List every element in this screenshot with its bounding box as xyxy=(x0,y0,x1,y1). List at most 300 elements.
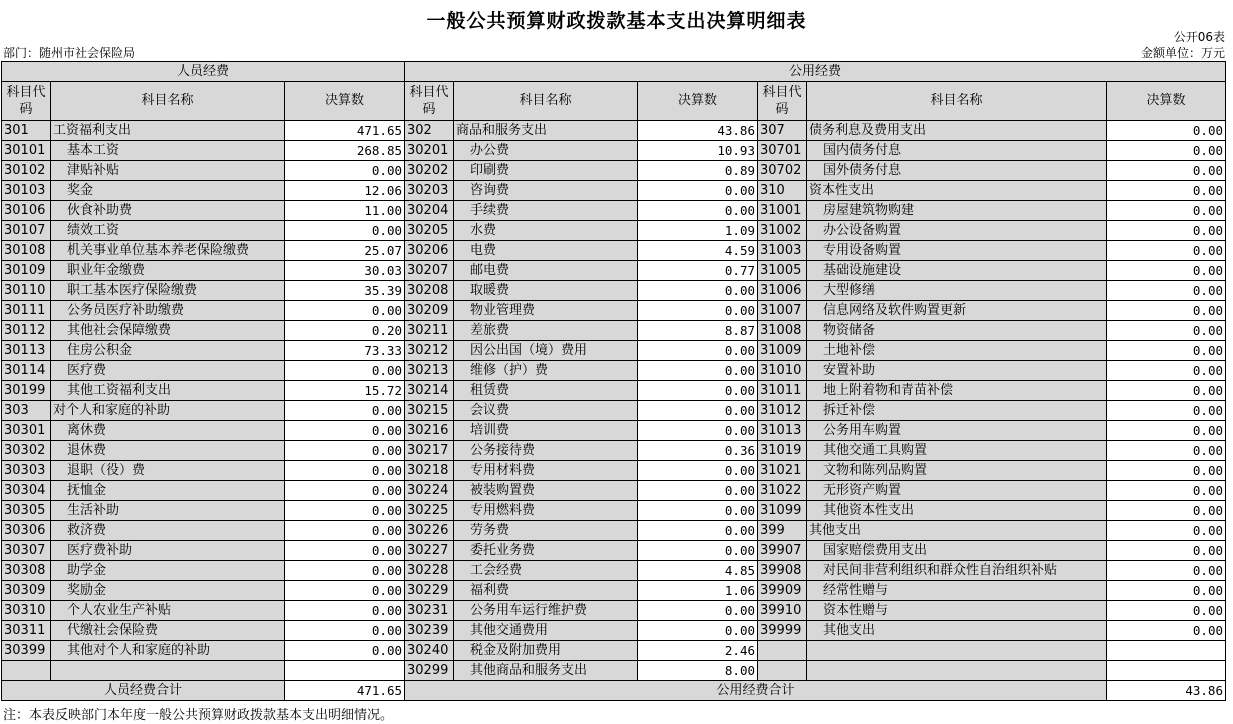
public-a-name-cell: 公务接待费 xyxy=(454,441,638,461)
public-b-name-cell: 国家赔偿费用支出 xyxy=(807,541,1107,561)
public-a-name-cell: 水费 xyxy=(454,221,638,241)
public-b-amount-cell: 0.00 xyxy=(1107,381,1226,401)
personnel-name-cell: 医疗费补助 xyxy=(51,541,285,561)
public-b-name-cell: 资本性赠与 xyxy=(807,601,1107,621)
personnel-code-cell: 30107 xyxy=(2,221,51,241)
public-b-name-cell: 基础设施建设 xyxy=(807,261,1107,281)
public-a-code-cell: 302 xyxy=(405,121,454,141)
public-b-amount-cell: 0.00 xyxy=(1107,501,1226,521)
public-b-code-cell: 31003 xyxy=(758,241,807,261)
personnel-code-cell: 30307 xyxy=(2,541,51,561)
public-a-amount-cell: 0.00 xyxy=(638,521,758,541)
public-b-amount-cell: 0.00 xyxy=(1107,241,1226,261)
public-a-amount-cell: 0.00 xyxy=(638,541,758,561)
public-a-amount-cell: 0.00 xyxy=(638,401,758,421)
personnel-name-cell xyxy=(51,661,285,681)
personnel-code-cell: 30108 xyxy=(2,241,51,261)
public-a-amount-cell: 0.00 xyxy=(638,381,758,401)
public-b-code-cell: 31002 xyxy=(758,221,807,241)
personnel-amount-cell: 11.00 xyxy=(285,201,405,221)
form-number: 公开06表 xyxy=(1173,30,1225,44)
public-a-amount-cell: 0.00 xyxy=(638,181,758,201)
public-a-code-cell: 30215 xyxy=(405,401,454,421)
public-a-name-cell: 工会经费 xyxy=(454,561,638,581)
public-a-code-cell: 30299 xyxy=(405,661,454,681)
public-a-code-cell: 30206 xyxy=(405,241,454,261)
public-a-amount-cell: 1.06 xyxy=(638,581,758,601)
public-b-code-cell: 31008 xyxy=(758,321,807,341)
personnel-name-cell: 抚恤金 xyxy=(51,481,285,501)
public-a-code-cell: 30214 xyxy=(405,381,454,401)
public-a-name-cell: 劳务费 xyxy=(454,521,638,541)
public-a-code-cell: 30224 xyxy=(405,481,454,501)
personnel-name-cell: 代缴社会保险费 xyxy=(51,621,285,641)
public-b-amount-cell: 0.00 xyxy=(1107,401,1226,421)
public-b-amount-cell: 0.00 xyxy=(1107,601,1226,621)
personnel-code-cell: 30303 xyxy=(2,461,51,481)
public-b-code-cell: 39907 xyxy=(758,541,807,561)
table-row xyxy=(2,381,1226,401)
public-b-code-cell: 310 xyxy=(758,181,807,201)
public-b-name-cell: 其他交通工具购置 xyxy=(807,441,1107,461)
public-a-name-cell: 会议费 xyxy=(454,401,638,421)
personnel-code-cell: 30110 xyxy=(2,281,51,301)
table-row xyxy=(2,401,1226,421)
unit-label: 金额单位：万元 xyxy=(1140,46,1225,60)
public-a-code-cell: 30217 xyxy=(405,441,454,461)
public-a-code-cell: 30207 xyxy=(405,261,454,281)
public-b-name-cell: 文物和陈列品购置 xyxy=(807,461,1107,481)
personnel-code-cell xyxy=(2,661,51,681)
public-a-name-cell: 专用材料费 xyxy=(454,461,638,481)
public-a-name-cell: 办公费 xyxy=(454,141,638,161)
table-row xyxy=(2,301,1226,321)
personnel-amount-cell: 0.20 xyxy=(285,321,405,341)
public-b-name-cell: 债务利息及费用支出 xyxy=(807,121,1107,141)
personnel-name-cell: 公务员医疗补助缴费 xyxy=(51,301,285,321)
personnel-name-cell: 津贴补贴 xyxy=(51,161,285,181)
public-a-code-cell: 30211 xyxy=(405,321,454,341)
public-b-name-cell xyxy=(807,641,1107,661)
public-a-code-cell: 30212 xyxy=(405,341,454,361)
personnel-name-cell: 其他对个人和家庭的补助 xyxy=(51,641,285,661)
personnel-code-cell: 30306 xyxy=(2,521,51,541)
header-code: 科目代码 xyxy=(2,82,51,121)
public-b-name-cell: 土地补偿 xyxy=(807,341,1107,361)
personnel-amount-cell: 0.00 xyxy=(285,441,405,461)
public-total-amount: 43.86 xyxy=(1107,681,1226,701)
table-row xyxy=(2,241,1226,261)
public-a-amount-cell: 0.00 xyxy=(638,341,758,361)
table-row xyxy=(2,361,1226,381)
public-b-name-cell: 大型修缮 xyxy=(807,281,1107,301)
public-b-name-cell: 专用设备购置 xyxy=(807,241,1107,261)
header-name: 科目名称 xyxy=(807,82,1107,121)
personnel-code-cell: 30308 xyxy=(2,561,51,581)
table-row xyxy=(2,441,1226,461)
table-row xyxy=(2,181,1226,201)
personnel-name-cell: 其他工资福利支出 xyxy=(51,381,285,401)
table-row xyxy=(2,621,1226,641)
public-total-label: 公用经费合计 xyxy=(405,681,1107,701)
public-b-code-cell: 31001 xyxy=(758,201,807,221)
table-row xyxy=(2,121,1226,141)
public-b-name-cell: 拆迁补偿 xyxy=(807,401,1107,421)
personnel-name-cell: 基本工资 xyxy=(51,141,285,161)
header-amount: 决算数 xyxy=(1107,82,1226,121)
personnel-name-cell: 生活补助 xyxy=(51,501,285,521)
public-a-name-cell: 其他商品和服务支出 xyxy=(454,661,638,681)
personnel-amount-cell: 0.00 xyxy=(285,461,405,481)
totals-row xyxy=(2,681,1226,701)
personnel-amount-cell: 0.00 xyxy=(285,361,405,381)
public-b-name-cell: 信息网络及软件购置更新 xyxy=(807,301,1107,321)
public-a-amount-cell: 8.87 xyxy=(638,321,758,341)
table-row xyxy=(2,141,1226,161)
public-a-code-cell: 30201 xyxy=(405,141,454,161)
public-b-amount-cell: 0.00 xyxy=(1107,281,1226,301)
header-name: 科目名称 xyxy=(51,82,285,121)
public-b-code-cell: 31099 xyxy=(758,501,807,521)
public-b-name-cell: 经常性赠与 xyxy=(807,581,1107,601)
personnel-amount-cell: 25.07 xyxy=(285,241,405,261)
department-label: 部门：随州市社会保险局 xyxy=(3,46,136,60)
public-b-name-cell: 其他支出 xyxy=(807,521,1107,541)
personnel-amount-cell: 35.39 xyxy=(285,281,405,301)
personnel-amount-cell: 0.00 xyxy=(285,521,405,541)
public-b-name-cell: 国内债务付息 xyxy=(807,141,1107,161)
public-b-amount-cell: 0.00 xyxy=(1107,261,1226,281)
public-b-name-cell: 公务用车购置 xyxy=(807,421,1107,441)
public-b-code-cell: 39908 xyxy=(758,561,807,581)
public-b-amount-cell: 0.00 xyxy=(1107,321,1226,341)
public-a-code-cell: 30231 xyxy=(405,601,454,621)
personnel-code-cell: 30114 xyxy=(2,361,51,381)
public-b-name-cell: 物资储备 xyxy=(807,321,1107,341)
public-a-amount-cell: 0.00 xyxy=(638,361,758,381)
personnel-code-cell: 30109 xyxy=(2,261,51,281)
public-a-amount-cell: 4.85 xyxy=(638,561,758,581)
public-b-amount-cell: 0.00 xyxy=(1107,181,1226,201)
public-a-name-cell: 其他交通费用 xyxy=(454,621,638,641)
public-b-code-cell: 31009 xyxy=(758,341,807,361)
table-row xyxy=(2,321,1226,341)
public-b-code-cell: 30702 xyxy=(758,161,807,181)
public-b-name-cell xyxy=(807,661,1107,681)
personnel-name-cell: 机关事业单位基本养老保险缴费 xyxy=(51,241,285,261)
public-a-amount-cell: 0.77 xyxy=(638,261,758,281)
public-b-amount-cell: 0.00 xyxy=(1107,421,1226,441)
table-row xyxy=(2,561,1226,581)
header-amount: 决算数 xyxy=(638,82,758,121)
personnel-name-cell: 退职（役）费 xyxy=(51,461,285,481)
public-a-code-cell: 30203 xyxy=(405,181,454,201)
public-a-code-cell: 30227 xyxy=(405,541,454,561)
personnel-code-cell: 30112 xyxy=(2,321,51,341)
public-b-name-cell: 地上附着物和青苗补偿 xyxy=(807,381,1107,401)
public-a-name-cell: 商品和服务支出 xyxy=(454,121,638,141)
public-b-amount-cell: 0.00 xyxy=(1107,561,1226,581)
personnel-amount-cell: 0.00 xyxy=(285,221,405,241)
public-a-code-cell: 30202 xyxy=(405,161,454,181)
table-row xyxy=(2,581,1226,601)
public-b-code-cell: 31019 xyxy=(758,441,807,461)
public-a-amount-cell: 4.59 xyxy=(638,241,758,261)
public-b-amount-cell: 0.00 xyxy=(1107,621,1226,641)
personnel-amount-cell: 0.00 xyxy=(285,301,405,321)
public-b-name-cell: 安置补助 xyxy=(807,361,1107,381)
public-b-amount-cell: 0.00 xyxy=(1107,541,1226,561)
table-row xyxy=(2,521,1226,541)
personnel-code-cell: 30111 xyxy=(2,301,51,321)
header-name: 科目名称 xyxy=(454,82,638,121)
public-b-code-cell: 307 xyxy=(758,121,807,141)
table-row xyxy=(2,221,1226,241)
public-b-code-cell: 31011 xyxy=(758,381,807,401)
personnel-code-cell: 30304 xyxy=(2,481,51,501)
public-a-amount-cell: 0.00 xyxy=(638,461,758,481)
personnel-amount-cell: 12.06 xyxy=(285,181,405,201)
public-a-code-cell: 30240 xyxy=(405,641,454,661)
personnel-name-cell: 其他社会保障缴费 xyxy=(51,321,285,341)
personnel-name-cell: 对个人和家庭的补助 xyxy=(51,401,285,421)
table-row xyxy=(2,661,1226,681)
public-a-amount-cell: 0.00 xyxy=(638,601,758,621)
public-b-amount-cell: 0.00 xyxy=(1107,301,1226,321)
personnel-name-cell: 职业年金缴费 xyxy=(51,261,285,281)
personnel-amount-cell: 73.33 xyxy=(285,341,405,361)
public-b-amount-cell: 0.00 xyxy=(1107,361,1226,381)
personnel-total-amount: 471.65 xyxy=(285,681,405,701)
public-b-name-cell: 资本性支出 xyxy=(807,181,1107,201)
personnel-code-cell: 30399 xyxy=(2,641,51,661)
personnel-code-cell: 30113 xyxy=(2,341,51,361)
public-a-amount-cell: 0.00 xyxy=(638,301,758,321)
public-b-code-cell: 31010 xyxy=(758,361,807,381)
public-a-amount-cell: 0.00 xyxy=(638,501,758,521)
public-a-code-cell: 30213 xyxy=(405,361,454,381)
personnel-amount-cell: 30.03 xyxy=(285,261,405,281)
personnel-amount-cell: 268.85 xyxy=(285,141,405,161)
public-b-name-cell: 房屋建筑物购建 xyxy=(807,201,1107,221)
public-b-name-cell: 国外债务付息 xyxy=(807,161,1107,181)
personnel-total-label: 人员经费合计 xyxy=(2,681,285,701)
personnel-amount-cell: 0.00 xyxy=(285,481,405,501)
header-amount: 决算数 xyxy=(285,82,405,121)
public-a-name-cell: 印刷费 xyxy=(454,161,638,181)
public-a-code-cell: 30225 xyxy=(405,501,454,521)
public-a-amount-cell: 10.93 xyxy=(638,141,758,161)
public-b-amount-cell: 0.00 xyxy=(1107,161,1226,181)
public-b-code-cell: 31005 xyxy=(758,261,807,281)
public-b-amount-cell: 0.00 xyxy=(1107,141,1226,161)
table-row xyxy=(2,461,1226,481)
public-a-name-cell: 取暖费 xyxy=(454,281,638,301)
public-a-amount-cell: 0.89 xyxy=(638,161,758,181)
public-a-code-cell: 30204 xyxy=(405,201,454,221)
public-b-code-cell: 31021 xyxy=(758,461,807,481)
personnel-name-cell: 伙食补助费 xyxy=(51,201,285,221)
personnel-amount-cell: 471.65 xyxy=(285,121,405,141)
personnel-code-cell: 301 xyxy=(2,121,51,141)
personnel-amount-cell: 0.00 xyxy=(285,561,405,581)
public-b-code-cell: 39909 xyxy=(758,581,807,601)
public-a-name-cell: 专用燃料费 xyxy=(454,501,638,521)
personnel-amount-cell: 0.00 xyxy=(285,641,405,661)
table-row xyxy=(2,481,1226,501)
public-a-name-cell: 公务用车运行维护费 xyxy=(454,601,638,621)
table-row xyxy=(2,501,1226,521)
public-a-amount-cell: 1.09 xyxy=(638,221,758,241)
public-a-code-cell: 30209 xyxy=(405,301,454,321)
personnel-code-cell: 30101 xyxy=(2,141,51,161)
personnel-amount-cell: 0.00 xyxy=(285,541,405,561)
page-title: 一般公共预算财政拨款基本支出决算明细表 xyxy=(426,10,807,32)
public-b-code-cell: 31022 xyxy=(758,481,807,501)
public-b-code-cell xyxy=(758,661,807,681)
section-personnel: 人员经费 xyxy=(2,62,405,82)
personnel-amount-cell: 0.00 xyxy=(285,161,405,181)
personnel-code-cell: 30310 xyxy=(2,601,51,621)
public-b-amount-cell xyxy=(1107,661,1226,681)
public-a-name-cell: 物业管理费 xyxy=(454,301,638,321)
personnel-code-cell: 30102 xyxy=(2,161,51,181)
public-b-amount-cell: 0.00 xyxy=(1107,341,1226,361)
table-row xyxy=(2,281,1226,301)
personnel-code-cell: 30199 xyxy=(2,381,51,401)
public-b-name-cell: 其他资本性支出 xyxy=(807,501,1107,521)
public-b-amount-cell: 0.00 xyxy=(1107,461,1226,481)
public-a-code-cell: 30239 xyxy=(405,621,454,641)
public-b-amount-cell xyxy=(1107,641,1226,661)
personnel-name-cell: 奖励金 xyxy=(51,581,285,601)
personnel-code-cell: 30103 xyxy=(2,181,51,201)
personnel-name-cell: 职工基本医疗保险缴费 xyxy=(51,281,285,301)
personnel-amount-cell xyxy=(285,661,405,681)
section-public: 公用经费 xyxy=(405,62,1226,82)
public-a-amount-cell: 0.36 xyxy=(638,441,758,461)
header-code: 科目代码 xyxy=(405,82,454,121)
public-a-code-cell: 30216 xyxy=(405,421,454,441)
public-b-amount-cell: 0.00 xyxy=(1107,201,1226,221)
public-b-code-cell: 399 xyxy=(758,521,807,541)
public-a-amount-cell: 0.00 xyxy=(638,281,758,301)
public-a-amount-cell: 8.00 xyxy=(638,661,758,681)
personnel-name-cell: 退休费 xyxy=(51,441,285,461)
public-a-code-cell: 30208 xyxy=(405,281,454,301)
table-row xyxy=(2,541,1226,561)
public-b-code-cell: 31013 xyxy=(758,421,807,441)
personnel-code-cell: 30305 xyxy=(2,501,51,521)
public-a-amount-cell: 0.00 xyxy=(638,481,758,501)
personnel-amount-cell: 0.00 xyxy=(285,601,405,621)
public-a-amount-cell: 0.00 xyxy=(638,421,758,441)
personnel-code-cell: 30302 xyxy=(2,441,51,461)
table-row xyxy=(2,201,1226,221)
public-b-amount-cell: 0.00 xyxy=(1107,221,1226,241)
public-a-name-cell: 电费 xyxy=(454,241,638,261)
public-b-name-cell: 办公设备购置 xyxy=(807,221,1107,241)
public-b-code-cell: 31012 xyxy=(758,401,807,421)
personnel-amount-cell: 0.00 xyxy=(285,621,405,641)
public-a-code-cell: 30229 xyxy=(405,581,454,601)
public-b-code-cell: 30701 xyxy=(758,141,807,161)
public-b-code-cell: 31006 xyxy=(758,281,807,301)
table-row xyxy=(2,161,1226,181)
public-a-amount-cell: 0.00 xyxy=(638,621,758,641)
personnel-code-cell: 30309 xyxy=(2,581,51,601)
public-a-name-cell: 福利费 xyxy=(454,581,638,601)
personnel-code-cell: 30301 xyxy=(2,421,51,441)
personnel-code-cell: 30311 xyxy=(2,621,51,641)
table-row xyxy=(2,601,1226,621)
public-b-name-cell: 其他支出 xyxy=(807,621,1107,641)
personnel-name-cell: 住房公积金 xyxy=(51,341,285,361)
personnel-name-cell: 助学金 xyxy=(51,561,285,581)
table-row xyxy=(2,261,1226,281)
public-b-amount-cell: 0.00 xyxy=(1107,441,1226,461)
public-b-name-cell: 无形资产购置 xyxy=(807,481,1107,501)
public-a-name-cell: 租赁费 xyxy=(454,381,638,401)
public-b-code-cell: 31007 xyxy=(758,301,807,321)
header-code: 科目代码 xyxy=(758,82,807,121)
personnel-name-cell: 离休费 xyxy=(51,421,285,441)
footnote: 注：本表反映部门本年度一般公共预算财政拨款基本支出明细情况。 xyxy=(3,708,394,723)
public-b-code-cell xyxy=(758,641,807,661)
table-row xyxy=(2,421,1226,441)
table-row xyxy=(2,641,1226,661)
personnel-code-cell: 30106 xyxy=(2,201,51,221)
public-b-amount-cell: 0.00 xyxy=(1107,481,1226,501)
table-row xyxy=(2,341,1226,361)
public-a-name-cell: 培训费 xyxy=(454,421,638,441)
public-b-amount-cell: 0.00 xyxy=(1107,521,1226,541)
public-a-amount-cell: 0.00 xyxy=(638,201,758,221)
personnel-name-cell: 医疗费 xyxy=(51,361,285,381)
public-a-code-cell: 30205 xyxy=(405,221,454,241)
public-a-amount-cell: 2.46 xyxy=(638,641,758,661)
personnel-amount-cell: 0.00 xyxy=(285,401,405,421)
personnel-name-cell: 绩效工资 xyxy=(51,221,285,241)
public-a-name-cell: 税金及附加费用 xyxy=(454,641,638,661)
expenditure-table xyxy=(1,61,1226,701)
public-a-name-cell: 维修（护）费 xyxy=(454,361,638,381)
personnel-amount-cell: 0.00 xyxy=(285,501,405,521)
public-a-name-cell: 差旅费 xyxy=(454,321,638,341)
personnel-name-cell: 个人农业生产补贴 xyxy=(51,601,285,621)
public-b-code-cell: 39999 xyxy=(758,621,807,641)
public-b-amount-cell: 0.00 xyxy=(1107,581,1226,601)
public-b-amount-cell: 0.00 xyxy=(1107,121,1226,141)
public-a-code-cell: 30218 xyxy=(405,461,454,481)
personnel-amount-cell: 15.72 xyxy=(285,381,405,401)
public-b-code-cell: 39910 xyxy=(758,601,807,621)
public-a-name-cell: 咨询费 xyxy=(454,181,638,201)
public-a-name-cell: 因公出国（境）费用 xyxy=(454,341,638,361)
public-a-code-cell: 30226 xyxy=(405,521,454,541)
public-a-name-cell: 邮电费 xyxy=(454,261,638,281)
personnel-name-cell: 奖金 xyxy=(51,181,285,201)
public-a-amount-cell: 43.86 xyxy=(638,121,758,141)
personnel-amount-cell: 0.00 xyxy=(285,581,405,601)
public-a-code-cell: 30228 xyxy=(405,561,454,581)
personnel-name-cell: 工资福利支出 xyxy=(51,121,285,141)
public-a-name-cell: 委托业务费 xyxy=(454,541,638,561)
public-a-name-cell: 手续费 xyxy=(454,201,638,221)
personnel-name-cell: 救济费 xyxy=(51,521,285,541)
public-a-name-cell: 被装购置费 xyxy=(454,481,638,501)
personnel-amount-cell: 0.00 xyxy=(285,421,405,441)
